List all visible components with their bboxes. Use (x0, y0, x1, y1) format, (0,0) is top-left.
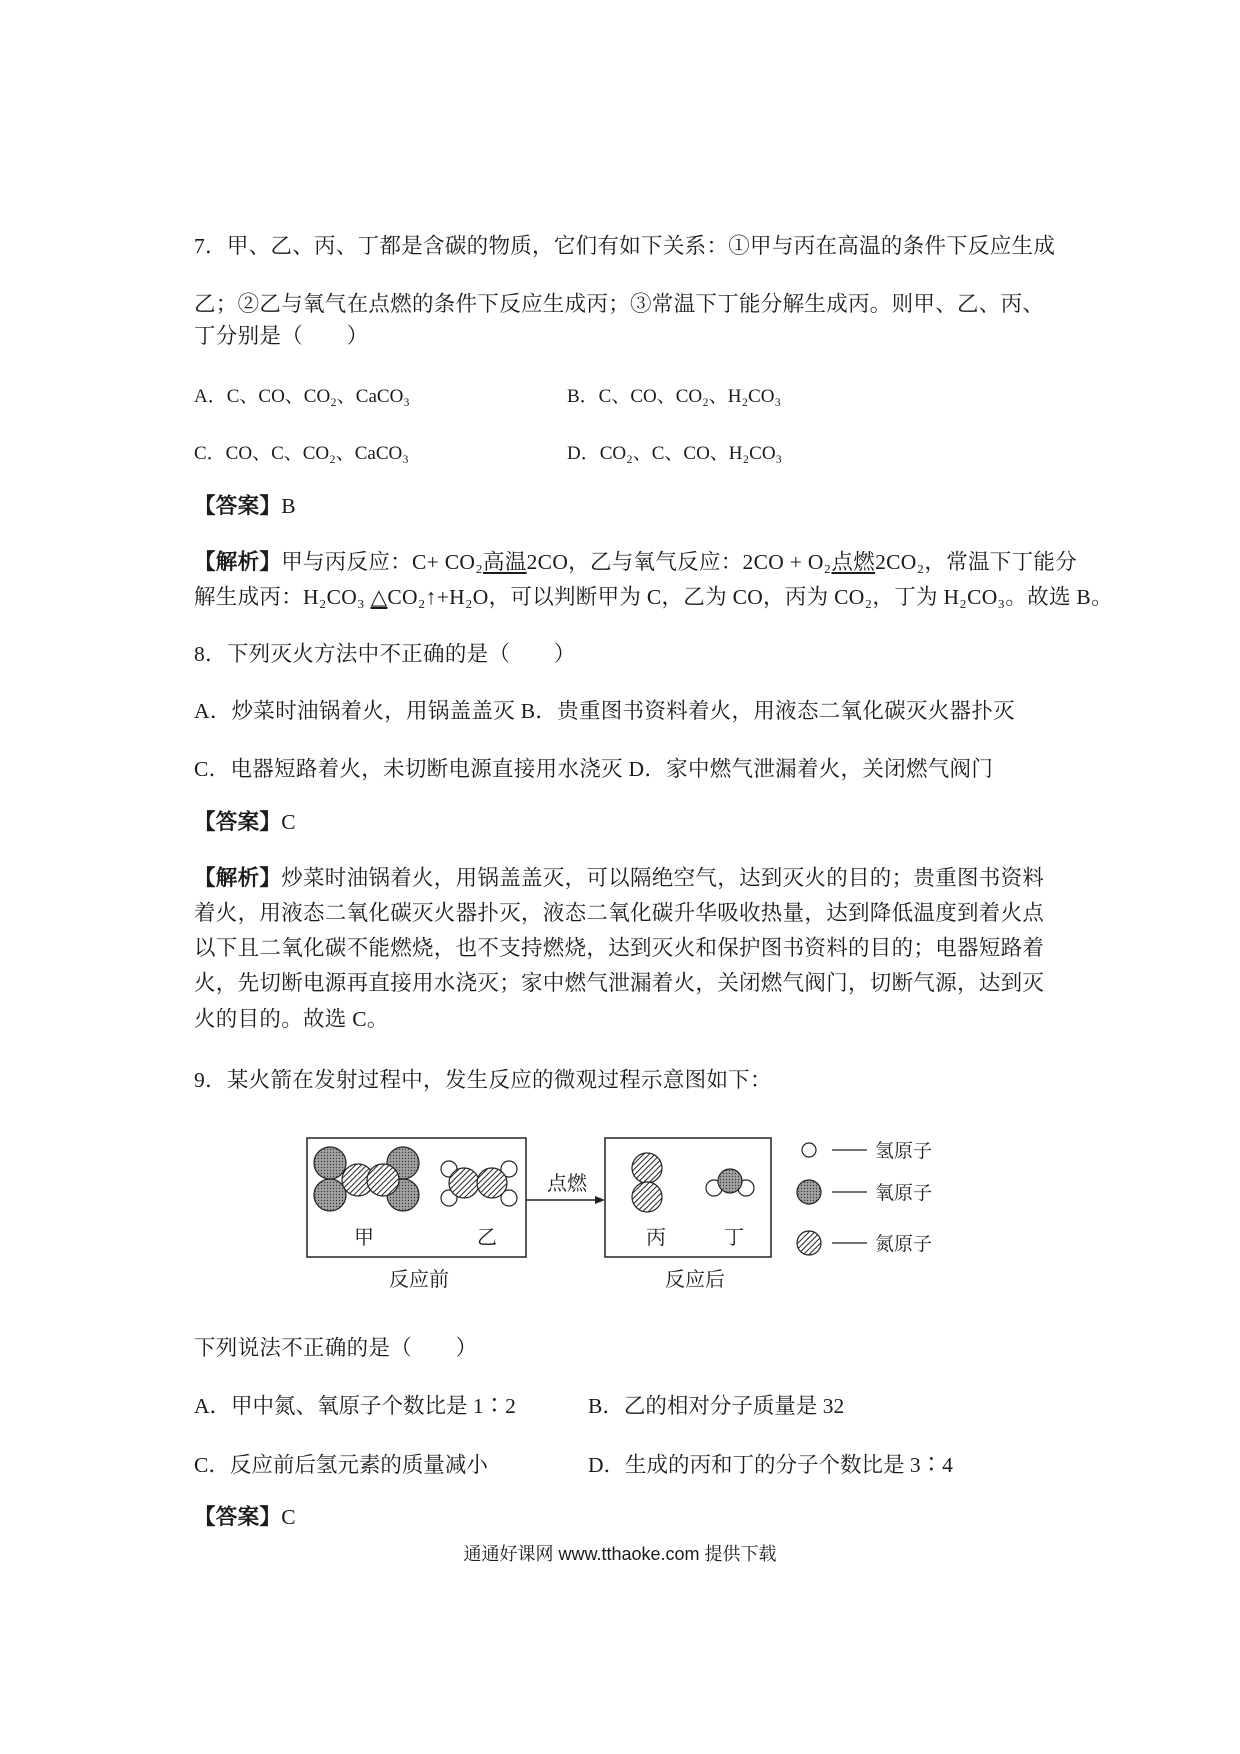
legend-oxygen-label: 氧原子 (875, 1183, 933, 1204)
reaction-micro-diagram (305, 1130, 955, 1302)
oxygen-atom (718, 1169, 742, 1193)
q7-options-row-2 (194, 441, 1194, 467)
q9-prompt: 下列说法不正确的是（ ） (194, 1336, 478, 1360)
heating-symbol: △ (370, 585, 388, 609)
label-bing: 丙 (646, 1227, 666, 1249)
q7-option-a: A．C、CO、CO₂、CaCO₃ (194, 386, 410, 407)
analysis-text: CO₂↑+H₂O，可以判断甲为 C，乙为 CO，丙为 CO₂，丁为 H₂CO₃。故选 B。 (387, 585, 1113, 609)
reaction-condition: 高温 (483, 550, 527, 574)
label-after-reaction: 反应后 (665, 1269, 725, 1291)
answer-value: B (281, 494, 296, 518)
q7-option-b: B．C、CO、CO₂、H₂CO₃ (567, 386, 782, 407)
analysis-label: 【解析】 (194, 550, 282, 574)
q9-options-row-1 (194, 1393, 1194, 1419)
analysis-text: 甲与丙反应：C+ CO₂ (281, 550, 484, 574)
nitrogen-atom (632, 1153, 662, 1183)
q7-options-row-1 (194, 384, 1194, 410)
analysis-text: 炒菜时油锅着火，用锅盖盖灭，可以隔绝空气，达到灭火的目的；贵重图书资料 (281, 866, 1045, 890)
analysis-text: 2CO₂，常温下丁能分 (875, 550, 1077, 574)
answer-label: 【答案】 (194, 810, 282, 834)
oxygen-atom (314, 1179, 346, 1211)
q8-options-row-2 (194, 756, 993, 782)
q9-stem: 9．某火箭在发射过程中，发生反应的微观过程示意图如下： (194, 1068, 772, 1092)
oxygen-atom (314, 1147, 346, 1179)
label-yi: 乙 (477, 1227, 497, 1249)
q9-option-a: A．甲中氮、氧原子个数比是 1∶2 (194, 1394, 516, 1418)
q7-answer (194, 493, 296, 519)
q8-option-d: D．家中燃气泄漏着火，关闭燃气阀门 (628, 757, 994, 781)
nitrogen-atom (477, 1168, 507, 1198)
answer-value: C (281, 810, 296, 834)
arrow-head-icon (595, 1196, 605, 1204)
nitrogen-atom (632, 1182, 662, 1212)
analysis-label: 【解析】 (194, 866, 282, 890)
q8-option-c: C．电器短路着火，未切断电源直接用水浇灭 (194, 757, 623, 781)
answer-label: 【答案】 (194, 1505, 282, 1529)
q7-option-d: D．CO₂、C、CO、H₂CO₃ (567, 443, 783, 464)
q7-stem-line-1: 7．甲、乙、丙、丁都是含碳的物质，它们有如下关系：①甲与丙在高温的条件下反应生成 (194, 234, 1056, 258)
q7-option-c: C．CO、C、CO₂、CaCO₃ (194, 443, 409, 464)
legend-hydrogen-icon (802, 1143, 816, 1157)
q8-option-a: A．炒菜时油锅着火，用锅盖盖灭 (194, 699, 516, 723)
reaction-condition: 点燃 (831, 550, 876, 574)
legend-nitrogen-label: 氮原子 (875, 1234, 933, 1255)
analysis-text: 2CO，乙与氧气反应：2CO + O₂ (526, 550, 832, 574)
q8-analysis-line-1 (194, 865, 1044, 891)
nitrogen-atom (449, 1168, 479, 1198)
label-before-reaction: 反应前 (389, 1269, 449, 1291)
nitrogen-atom (367, 1164, 399, 1196)
answer-value: C (281, 1505, 296, 1529)
label-ding: 丁 (724, 1227, 744, 1249)
reaction-condition-label: 点燃 (547, 1173, 587, 1195)
products-box (605, 1138, 771, 1257)
molecule-yi (441, 1161, 517, 1206)
legend-hydrogen-label: 氢原子 (875, 1141, 933, 1162)
q9-options-row-2 (194, 1452, 1194, 1478)
q8-options-row-1 (194, 698, 1015, 724)
page-footer: 通通好课网 www.tthaoke.com 提供下载 (463, 1544, 777, 1564)
q9-option-b: B．乙的相对分子质量是 32 (588, 1394, 845, 1418)
molecule-ding (706, 1169, 754, 1196)
q8-answer (194, 809, 296, 835)
q8-analysis-line-4: 火，先切断电源再直接用水浇灭；家中燃气泄漏着火，关闭燃气阀门，切断气源，达到灭 (194, 971, 1045, 995)
q8-stem: 8．下列灭火方法中不正确的是（ ） (194, 642, 576, 666)
analysis-text: 解生成丙：H₂CO₃ (194, 585, 371, 609)
q8-analysis-line-2: 着火，用液态二氧化碳灭火器扑灭，液态二氧化碳升华吸收热量，达到降低温度到着火点 (194, 901, 1045, 925)
q7-stem-line-2: 乙；②乙与氧气在点燃的条件下反应生成丙；③常温下丁能分解生成丙。则甲、乙、丙、 (194, 292, 1045, 316)
q9-option-c: C．反应前后氢元素的质量减小 (194, 1453, 488, 1477)
q8-analysis-line-5: 火的目的。故选 C。 (194, 1007, 389, 1031)
legend-nitrogen-icon (797, 1231, 821, 1255)
q8-option-b: B．贵重图书资料着火，用液态二氧化碳灭火器扑灭 (520, 699, 1015, 723)
answer-label: 【答案】 (194, 494, 282, 518)
q7-analysis-line-1 (194, 549, 1077, 575)
legend-oxygen-icon (797, 1180, 821, 1204)
q9-option-d: D．生成的丙和丁的分子个数比是 3∶4 (588, 1453, 953, 1477)
q7-analysis-line-2 (194, 584, 1113, 610)
molecule-jia (314, 1147, 419, 1211)
legend (797, 1140, 932, 1255)
q9-answer (194, 1504, 296, 1530)
q7-stem-line-3: 丁分别是（ ） (194, 324, 369, 348)
label-jia: 甲 (354, 1227, 374, 1249)
q8-analysis-line-3: 以下且二氧化碳不能燃烧，也不支持燃烧，达到灭火和保护图书资料的目的；电器短路着 (194, 936, 1045, 960)
molecule-bing (632, 1153, 662, 1212)
